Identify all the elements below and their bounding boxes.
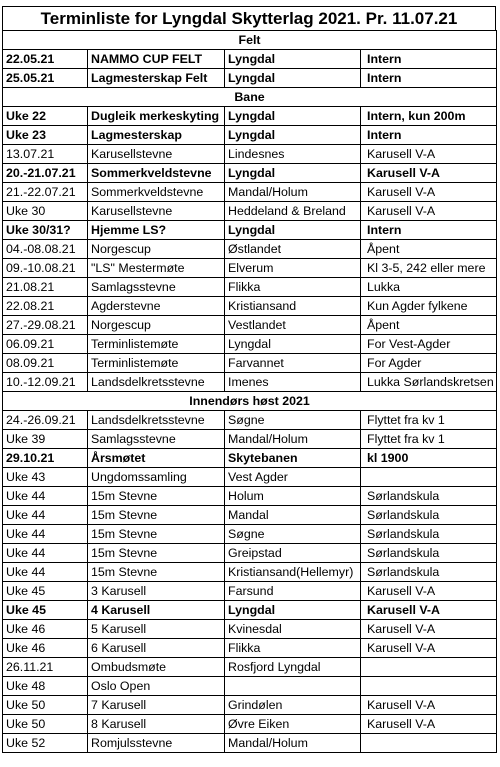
- event-cell: Ombudsmøte: [88, 658, 225, 677]
- event-cell: "LS" Mestermøte: [88, 259, 225, 278]
- table-row: [3, 506, 497, 525]
- event-cell: Landsdelkretsstevne: [88, 411, 225, 430]
- date-cell: Uke 46: [3, 620, 88, 639]
- date-cell: 22.08.21: [3, 297, 88, 316]
- place-cell: Lindesnes: [225, 145, 361, 164]
- note-cell: [361, 658, 497, 677]
- event-cell: Landsdelkretsstevne: [88, 373, 225, 392]
- event-cell: Karusellstevne: [88, 145, 225, 164]
- note-cell: Lukka Sørlandskretsen: [361, 373, 497, 392]
- event-cell: Romjulsstevne: [88, 734, 225, 753]
- date-cell: 26.11.21: [3, 658, 88, 677]
- note-cell: Karusell V-A: [361, 639, 497, 658]
- section-heading: Bane: [3, 88, 497, 107]
- event-cell: Sommerkveldstevne: [88, 183, 225, 202]
- date-cell: Uke 44: [3, 506, 88, 525]
- note-cell: Kun Agder fylkene: [361, 297, 497, 316]
- date-cell: Uke 45: [3, 601, 88, 620]
- table-row: [3, 715, 497, 734]
- date-cell: 10.-12.09.21: [3, 373, 88, 392]
- note-cell: Sørlandskula: [361, 563, 497, 582]
- section-heading: Innendørs høst 2021: [3, 392, 497, 411]
- event-cell: Terminlistemøte: [88, 354, 225, 373]
- place-cell: Lyngdal: [225, 221, 361, 240]
- event-cell: 15m Stevne: [88, 544, 225, 563]
- place-cell: Rosfjord Lyngdal: [225, 658, 361, 677]
- table-row: [3, 278, 497, 297]
- event-cell: 8 Karusell: [88, 715, 225, 734]
- date-cell: 22.05.21: [3, 50, 88, 69]
- section-header: [3, 88, 497, 107]
- note-cell: Karusell V-A: [361, 620, 497, 639]
- section-header: [3, 392, 497, 411]
- note-cell: Lukka: [361, 278, 497, 297]
- date-cell: 08.09.21: [3, 354, 88, 373]
- note-cell: Åpent: [361, 240, 497, 259]
- table-row: [3, 449, 497, 468]
- date-cell: 06.09.21: [3, 335, 88, 354]
- place-cell: Mandal/Holum: [225, 183, 361, 202]
- date-cell: Uke 46: [3, 639, 88, 658]
- note-cell: Flyttet fra kv 1: [361, 411, 497, 430]
- place-cell: Lyngdal: [225, 50, 361, 69]
- place-cell: Imenes: [225, 373, 361, 392]
- place-cell: Kristiansand(Hellemyr): [225, 563, 361, 582]
- table-row: [3, 259, 497, 278]
- table-row: [3, 620, 497, 639]
- note-cell: Karusell V-A: [361, 202, 497, 221]
- date-cell: 21.-22.07.21: [3, 183, 88, 202]
- note-cell: Flyttet fra kv 1: [361, 430, 497, 449]
- place-cell: Grindølen: [225, 696, 361, 715]
- note-cell: Sørlandskula: [361, 506, 497, 525]
- place-cell: Holum: [225, 487, 361, 506]
- table-row: [3, 354, 497, 373]
- date-cell: 21.08.21: [3, 278, 88, 297]
- event-cell: Ungdomssamling: [88, 468, 225, 487]
- place-cell: Øvre Eiken: [225, 715, 361, 734]
- place-cell: Lyngdal: [225, 601, 361, 620]
- note-cell: [361, 734, 497, 753]
- date-cell: Uke 44: [3, 563, 88, 582]
- date-cell: 04.-08.08.21: [3, 240, 88, 259]
- schedule-table: [2, 30, 497, 753]
- place-cell: Lyngdal: [225, 335, 361, 354]
- date-cell: 24.-26.09.21: [3, 411, 88, 430]
- date-cell: Uke 30/31?: [3, 221, 88, 240]
- place-cell: Mandal/Holum: [225, 734, 361, 753]
- place-cell: Lyngdal: [225, 107, 361, 126]
- note-cell: Intern: [361, 126, 497, 145]
- note-cell: Karusell V-A: [361, 715, 497, 734]
- table-row: [3, 639, 497, 658]
- place-cell: Lyngdal: [225, 69, 361, 88]
- place-cell: Elverum: [225, 259, 361, 278]
- table-row: [3, 487, 497, 506]
- table-row: [3, 582, 497, 601]
- date-cell: Uke 50: [3, 696, 88, 715]
- note-cell: Intern: [361, 69, 497, 88]
- table-row: [3, 297, 497, 316]
- place-cell: [225, 677, 361, 696]
- place-cell: Søgne: [225, 411, 361, 430]
- note-cell: kl 1900: [361, 449, 497, 468]
- note-cell: Åpent: [361, 316, 497, 335]
- note-cell: Karusell V-A: [361, 582, 497, 601]
- event-cell: 15m Stevne: [88, 506, 225, 525]
- date-cell: Uke 45: [3, 582, 88, 601]
- event-cell: Dugleik merkeskyting: [88, 107, 225, 126]
- table-row: [3, 240, 497, 259]
- table-row: [3, 677, 497, 696]
- table-row: [3, 658, 497, 677]
- note-cell: Karusell V-A: [361, 696, 497, 715]
- place-cell: Kvinesdal: [225, 620, 361, 639]
- note-cell: Karusell V-A: [361, 183, 497, 202]
- event-cell: Norgescup: [88, 316, 225, 335]
- date-cell: Uke 30: [3, 202, 88, 221]
- table-row: [3, 164, 497, 183]
- note-cell: Intern, kun 200m: [361, 107, 497, 126]
- note-cell: For Vest-Agder: [361, 335, 497, 354]
- place-cell: Lyngdal: [225, 126, 361, 145]
- note-cell: Intern: [361, 221, 497, 240]
- table-row: [3, 373, 497, 392]
- place-cell: Søgne: [225, 525, 361, 544]
- note-cell: [361, 468, 497, 487]
- date-cell: Uke 44: [3, 487, 88, 506]
- place-cell: Farvannet: [225, 354, 361, 373]
- note-cell: Karusell V-A: [361, 164, 497, 183]
- event-cell: Lagmesterskap Felt: [88, 69, 225, 88]
- event-cell: Hjemme LS?: [88, 221, 225, 240]
- event-cell: Agderstevne: [88, 297, 225, 316]
- event-cell: Årsmøtet: [88, 449, 225, 468]
- schedule-sheet: [2, 6, 496, 753]
- table-row: [3, 411, 497, 430]
- table-row: [3, 107, 497, 126]
- table-row: [3, 468, 497, 487]
- section-header: [3, 31, 497, 50]
- table-row: [3, 525, 497, 544]
- event-cell: 15m Stevne: [88, 563, 225, 582]
- table-row: [3, 126, 497, 145]
- event-cell: Sommerkveldstevne: [88, 164, 225, 183]
- note-cell: Karusell V-A: [361, 145, 497, 164]
- table-row: [3, 202, 497, 221]
- event-cell: 7 Karusell: [88, 696, 225, 715]
- date-cell: 13.07.21: [3, 145, 88, 164]
- table-row: [3, 544, 497, 563]
- place-cell: Heddeland & Breland: [225, 202, 361, 221]
- event-cell: 4 Karusell: [88, 601, 225, 620]
- date-cell: 27.-29.08.21: [3, 316, 88, 335]
- event-cell: 5 Karusell: [88, 620, 225, 639]
- date-cell: Uke 48: [3, 677, 88, 696]
- page-title: Terminliste for Lyngdal Skytterlag 2021. Pr. 11.07.21: [2, 6, 496, 30]
- date-cell: 29.10.21: [3, 449, 88, 468]
- place-cell: Kristiansand: [225, 297, 361, 316]
- date-cell: Uke 23: [3, 126, 88, 145]
- event-cell: 15m Stevne: [88, 525, 225, 544]
- table-row: [3, 316, 497, 335]
- note-cell: [361, 677, 497, 696]
- place-cell: Østlandet: [225, 240, 361, 259]
- date-cell: 25.05.21: [3, 69, 88, 88]
- place-cell: Vest Agder: [225, 468, 361, 487]
- table-row: [3, 145, 497, 164]
- event-cell: Samlagsstevne: [88, 278, 225, 297]
- place-cell: Mandal/Holum: [225, 430, 361, 449]
- place-cell: Flikka: [225, 278, 361, 297]
- section-heading: Felt: [3, 31, 497, 50]
- place-cell: Vestlandet: [225, 316, 361, 335]
- place-cell: Lyngdal: [225, 164, 361, 183]
- table-row: [3, 221, 497, 240]
- date-cell: Uke 44: [3, 525, 88, 544]
- event-cell: 6 Karusell: [88, 639, 225, 658]
- table-row: [3, 430, 497, 449]
- date-cell: 20.-21.07.21: [3, 164, 88, 183]
- place-cell: Greipstad: [225, 544, 361, 563]
- note-cell: Sørlandskula: [361, 525, 497, 544]
- event-cell: Terminlistemøte: [88, 335, 225, 354]
- table-row: [3, 563, 497, 582]
- table-row: [3, 734, 497, 753]
- date-cell: Uke 39: [3, 430, 88, 449]
- note-cell: Sørlandskula: [361, 487, 497, 506]
- note-cell: Sørlandskula: [361, 544, 497, 563]
- event-cell: Lagmesterskap: [88, 126, 225, 145]
- note-cell: Karusell V-A: [361, 601, 497, 620]
- place-cell: Mandal: [225, 506, 361, 525]
- date-cell: Uke 52: [3, 734, 88, 753]
- date-cell: Uke 22: [3, 107, 88, 126]
- event-cell: 3 Karusell: [88, 582, 225, 601]
- table-row: [3, 696, 497, 715]
- event-cell: Norgescup: [88, 240, 225, 259]
- place-cell: Flikka: [225, 639, 361, 658]
- date-cell: 09.-10.08.21: [3, 259, 88, 278]
- place-cell: Skytebanen: [225, 449, 361, 468]
- place-cell: Farsund: [225, 582, 361, 601]
- event-cell: Oslo Open: [88, 677, 225, 696]
- table-row: [3, 50, 497, 69]
- date-cell: Uke 43: [3, 468, 88, 487]
- event-cell: Karusellstevne: [88, 202, 225, 221]
- event-cell: Samlagsstevne: [88, 430, 225, 449]
- event-cell: NAMMO CUP FELT: [88, 50, 225, 69]
- table-row: [3, 601, 497, 620]
- table-row: [3, 335, 497, 354]
- table-row: [3, 69, 497, 88]
- table-row: [3, 183, 497, 202]
- note-cell: Kl 3-5, 242 eller mere: [361, 259, 497, 278]
- event-cell: 15m Stevne: [88, 487, 225, 506]
- date-cell: Uke 50: [3, 715, 88, 734]
- note-cell: Intern: [361, 50, 497, 69]
- date-cell: Uke 44: [3, 544, 88, 563]
- note-cell: For Agder: [361, 354, 497, 373]
